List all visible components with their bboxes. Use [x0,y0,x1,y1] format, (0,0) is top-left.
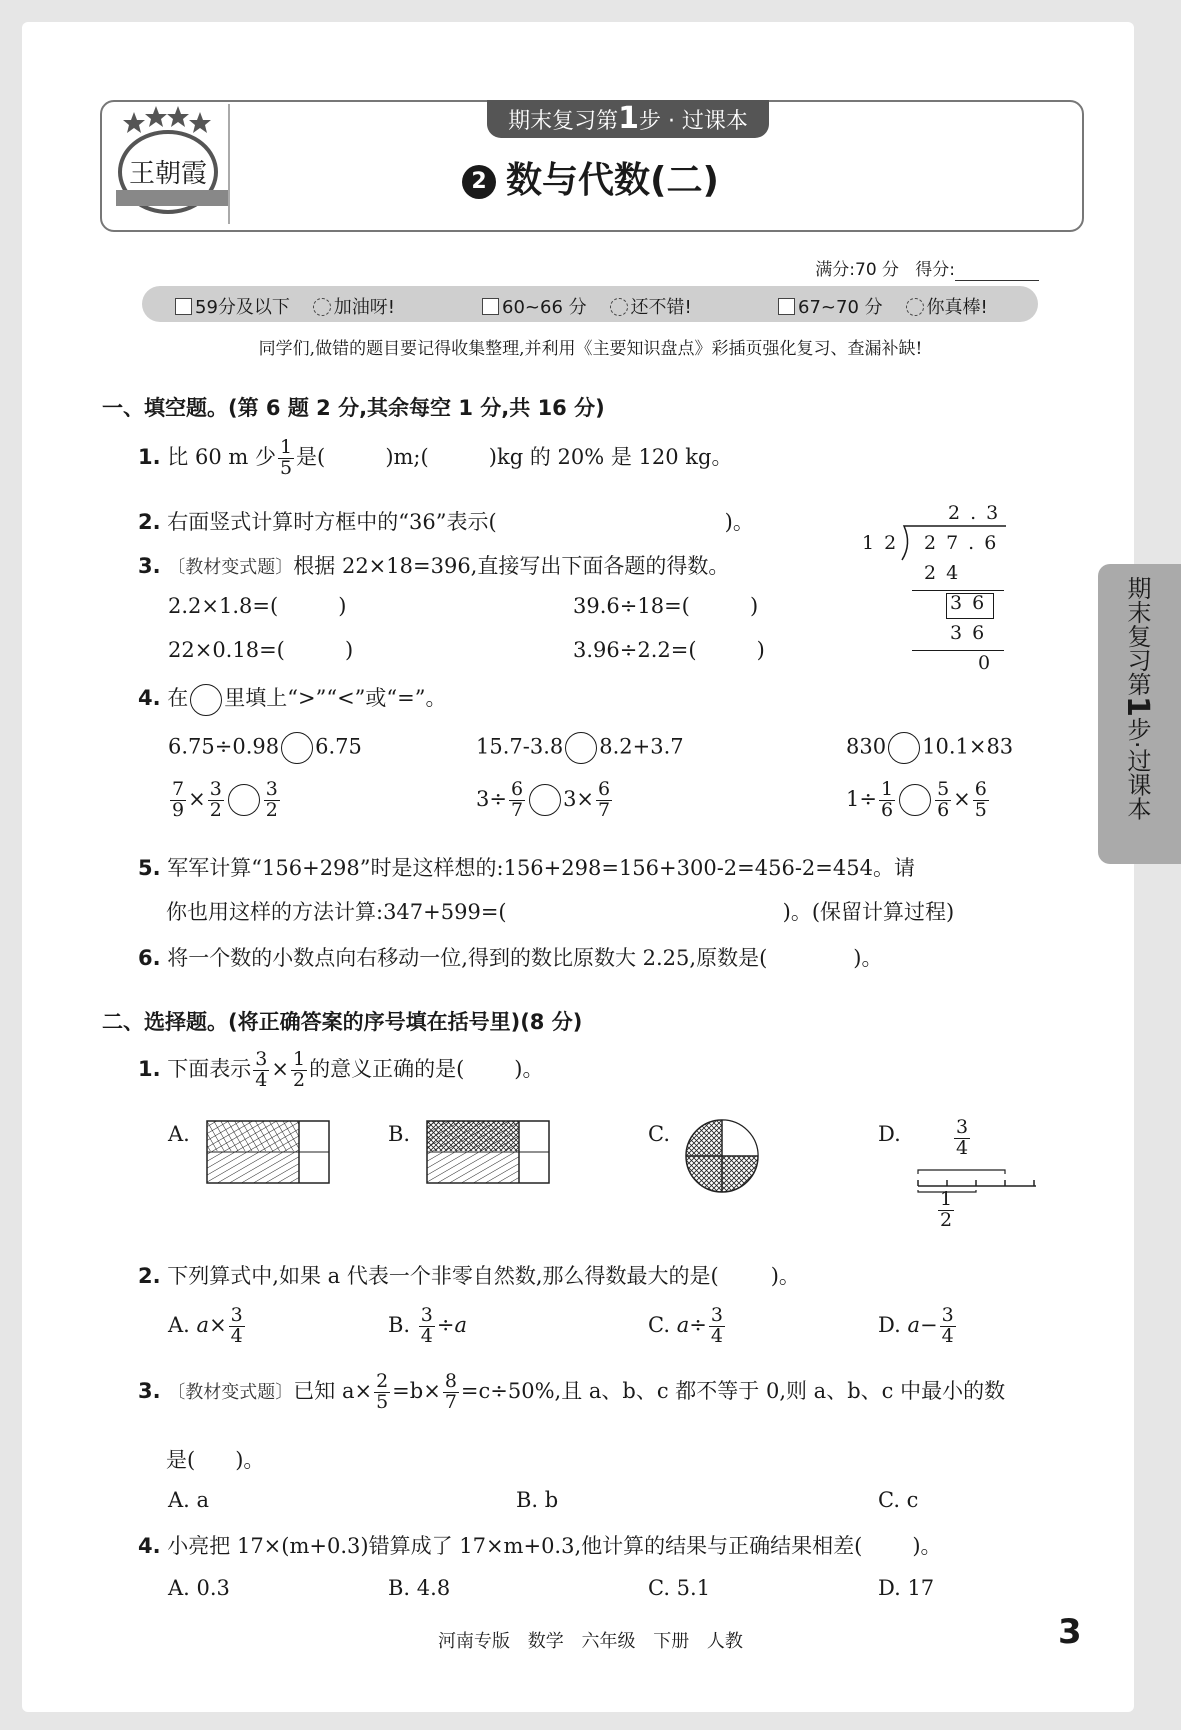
footer-text: 河南专版 数学 六年级 下册 人教 [438,1631,743,1652]
s1-q4-row2-c: 1÷ $\frac{1}{6}$ $\frac{5}{6}$ × $\frac{6}{5}$ [846,778,987,821]
s2-q2-option-c[interactable]: C. a÷ $\frac{3}{4}$ [648,1304,723,1347]
compare-circle[interactable] [529,784,561,816]
option-d-top-fraction: $\frac{3}{4}$ [956,1116,969,1159]
page-title: 2 数与代数(二) [0,152,1181,203]
fraction: $\frac{1}{5}$ [279,436,293,479]
s2-q3-option-b[interactable]: B. b [516,1488,559,1512]
section1-title: 一、填空题。(第 6 题 2 分,其余每空 1 分,共 16 分) [102,396,605,420]
side-tab-label: 期末复习第1步·过课本 [1120,576,1155,821]
logo-text: 王朝霞 [128,159,208,189]
s2-q1-option-c-label[interactable]: C. [648,1122,670,1146]
s1-question-5: 5. 军军计算“156+298”时是这样想的:156+298=156+300-2=456-2=454。请 [138,856,915,880]
checkbox-icon[interactable] [175,298,192,315]
grade-item-3: 67~70 分 你真棒! [778,293,988,319]
grade-item-1: 59分及以下 加油呀! [175,293,395,319]
s2-question-1: 1. 下面表示 $\frac{3}{4}$ × $\frac{1}{2}$ 的意义正确的是( )。 [138,1048,544,1091]
s2-q1-option-d-label[interactable]: D. [878,1122,901,1146]
s2-q2-option-d[interactable]: D. a− $\frac{3}{4}$ [878,1304,954,1347]
s1-q4-row1-c: 830 10.1×83 [846,732,1013,764]
s2-q4-option-c[interactable]: C. 5.1 [648,1576,711,1600]
s2-q2-option-a[interactable]: A. a× $\frac{3}{4}$ [168,1304,243,1347]
checkbox-icon[interactable] [778,298,795,315]
s1-q4-row1-b: 15.7-3.8 8.2+3.7 [476,732,684,764]
full-score: 满分:70 分 [815,260,900,280]
s2-question-2: 2. 下列算式中,如果 a 代表一个非零自然数,那么得数最大的是( )。 [138,1264,800,1288]
step-1: 24 [924,562,969,584]
quotient: 2.3 [948,502,1009,524]
reminder-text: 同学们,做错的题目要记得收集整理,并利用《主要知识盘点》彩插页强化复习、查漏补缺! [258,339,923,359]
checkbox-icon[interactable] [482,298,499,315]
s2-q1-option-a-label[interactable]: A. [168,1122,190,1146]
s1-q3-item-4: 3.96÷2.2=( ) [573,638,765,662]
s1-q3-item-2: 39.6÷18=( ) [573,594,759,618]
s2-q4-option-a[interactable]: A. 0.3 [168,1576,230,1600]
s2-q3-line2: 是( )。 [166,1448,265,1472]
s1-q4-row2-b: 3÷ $\frac{6}{7}$ 3× $\frac{6}{7}$ [476,778,611,821]
s2-q4-option-d[interactable]: D. 17 [878,1576,935,1600]
s2-q1-option-b-label[interactable]: B. [388,1122,411,1146]
s1-question-2: 2. 右面竖式计算时方框中的“36”表示( )。 [138,510,754,534]
option-b-figure [426,1120,550,1184]
s1-question-3: 3. 〔教材变式题〕根据 22×18=396,直接写出下面各题的得数。 [138,554,730,578]
compare-circle[interactable] [281,732,313,764]
s1-question-1: 1. 比 60 m 少 $\frac{1}{5}$ 是( )m;( )kg 的 20% 是 120 kg。 [138,436,733,479]
compare-circle[interactable] [899,784,931,816]
s1-question-6: 6. 将一个数的小数点向右移动一位,得到的数比原数大 2.25,原数是( )。 [138,946,883,970]
compare-circle[interactable] [565,732,597,764]
option-d-bottom-fraction: $\frac{1}{2}$ [940,1188,953,1231]
section2-title: 二、选择题。(将正确答案的序号填在括号里)(8 分) [102,1010,583,1034]
option-c-figure [684,1118,760,1194]
compare-circle[interactable] [190,684,222,716]
compare-circle[interactable] [888,732,920,764]
page-number: 3 [1058,1612,1082,1652]
dividend: 27.6 [924,532,1007,554]
face-icon [610,298,628,316]
face-icon [313,298,331,316]
got-score-label: 得分: [915,260,955,280]
s1-question-4: 4. 在 里填上“>”“<”或“=”。 [138,682,446,716]
header-tab: 期末复习第1步 · 过课本 [487,100,769,138]
s2-q3-option-c[interactable]: C. c [878,1488,919,1512]
divisor: 12 [862,532,907,554]
s1-q3-item-3: 22×0.18=( ) [168,638,354,662]
s1-q4-row2-a: $\frac{7}{9}$ × $\frac{3}{2}$ $\frac{3}{2}$ [172,778,278,821]
grade-item-2: 60~66 分 还不错! [482,293,692,319]
s2-q2-option-b[interactable]: B. $\frac{3}{4}$ ÷a [388,1304,468,1347]
s1-q3-item-1: 2.2×1.8=( ) [168,594,347,618]
s1-q5-line2: 你也用这样的方法计算:347+599=( )。(保留计算过程) [166,900,955,924]
face-icon [906,298,924,316]
compare-circle[interactable] [228,784,260,816]
step-2: 36 [950,622,995,644]
option-d-numberline [916,1164,1040,1194]
s2-q3-option-a[interactable]: A. a [168,1488,210,1512]
score-line [815,255,1039,281]
section-number-badge: 2 [462,165,496,199]
option-a-figure [206,1120,330,1184]
remainder: 0 [978,652,1001,674]
s2-q4-option-b[interactable]: B. 4.8 [388,1576,451,1600]
score-blank[interactable] [955,260,1039,281]
s2-question-3: 3. 〔教材变式题〕已知 a× $\frac{2}{5}$ =b× $\frac{8}{7}$ =c÷50%,且 a、b、c 都不等于 0,则 a、b、c 中最小的数 [138,1370,1006,1413]
s2-question-4: 4. 小亮把 17×(m+0.3)错算成了 17×m+0.3,他计算的结果与正确结果相差( )。 [138,1534,942,1558]
s1-q4-row1-a: 6.75÷0.98 6.75 [168,732,362,764]
